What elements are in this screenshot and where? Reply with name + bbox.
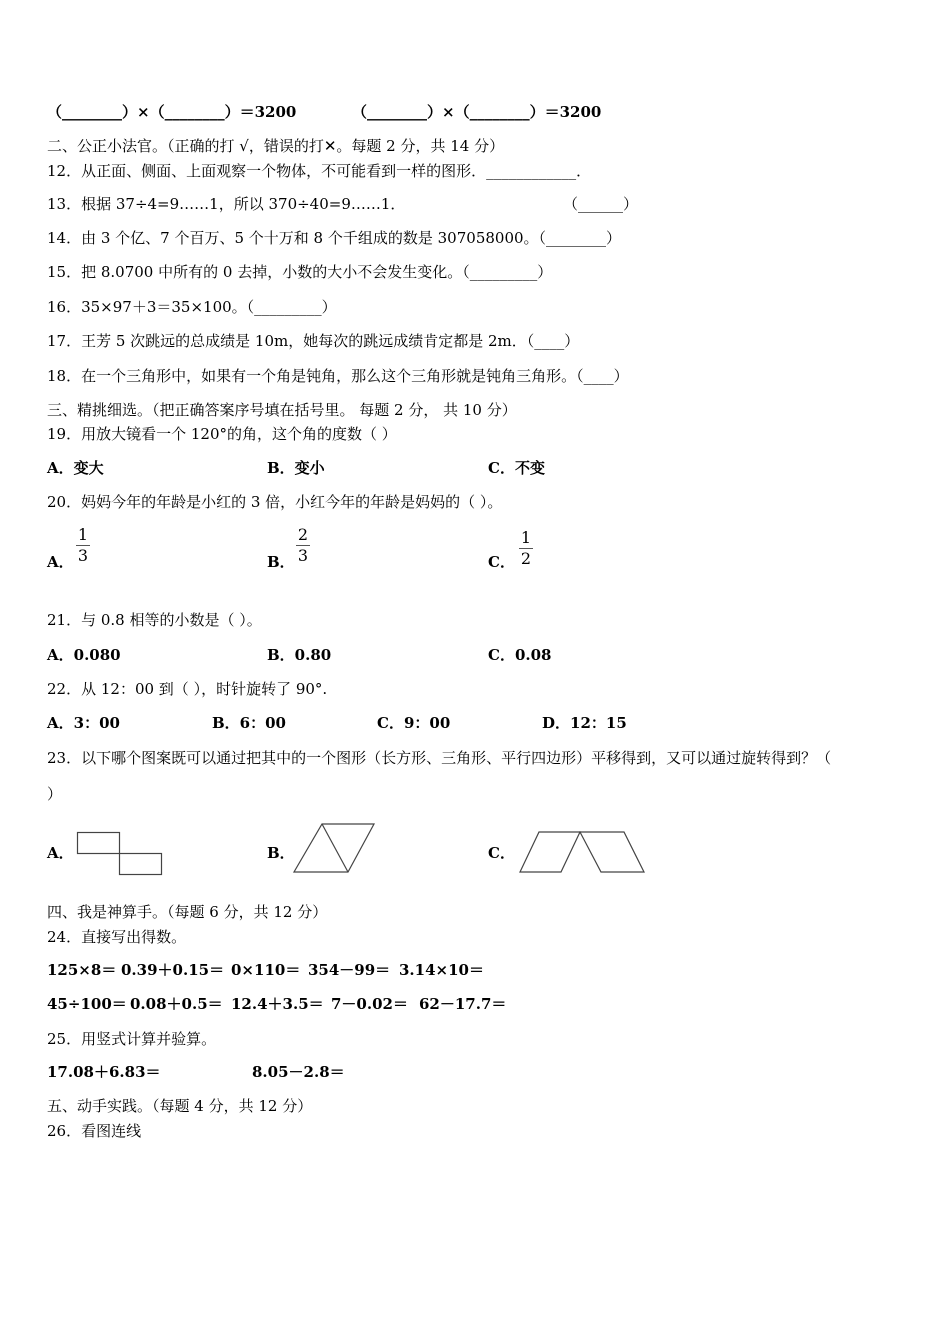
question-14: 14．由 3 个亿、7 个百万、5 个十万和 8 个千组成的数是 307058000。（________） — [47, 229, 622, 247]
vertical-calc-1: 17.08＋6.83＝ — [47, 1063, 161, 1081]
figure-two-triangles — [292, 822, 378, 876]
fraction-c-numerator: 1 — [520, 528, 532, 547]
question-21-option-a: A．0.080 — [47, 646, 121, 664]
calc-row2-1: 45÷100＝ — [47, 995, 127, 1013]
figure-two-parallelograms — [517, 829, 649, 877]
question-18: 18．在一个三角形中，如果有一个角是钝角，那么这个三角形就是钝角三角形。（____） — [47, 367, 629, 385]
question-20-option-b: B． — [267, 553, 295, 571]
question-20-fraction-b — [296, 526, 310, 565]
calc-row2-5: 62－17.7＝ — [419, 995, 507, 1013]
question-23-continuation: ） — [47, 785, 63, 803]
question-19-option-c: C．不变 — [488, 459, 545, 477]
question-13-blank: （______） — [563, 195, 639, 213]
top-blank-equation-right: （________）×（________）＝3200 — [352, 103, 602, 121]
question-23-option-c: C． — [488, 844, 515, 862]
question-12: 12．从正面、侧面、上面观察一个物体，不可能看到一样的图形．____________． — [47, 162, 592, 180]
question-20-fraction-c — [519, 529, 533, 568]
question-24: 24．直接写出得数。 — [47, 928, 187, 946]
figure-two-rectangles — [76, 830, 166, 878]
question-20-option-a: A． — [47, 553, 74, 571]
section-5-heading: 五、动手实践。（每题 4 分，共 12 分） — [47, 1097, 313, 1115]
question-22: 22．从 12：00 到（ ），时针旋转了 90°. — [47, 680, 328, 698]
calc-row1-5: 3.14×10＝ — [399, 961, 484, 979]
question-22-option-a: A．3：00 — [47, 714, 120, 732]
question-22-option-d: D．12：15 — [542, 714, 627, 732]
calc-row2-3: 12.4＋3.5＝ — [231, 995, 324, 1013]
question-20-option-c: C． — [488, 553, 515, 571]
question-21-option-b: B．0.80 — [267, 646, 332, 664]
fraction-b-denominator: 3 — [297, 546, 309, 565]
question-15: 15．把 8.0700 中所有的 0 去掉，小数的大小不会发生变化。（_________） — [47, 263, 553, 281]
fraction-a-numerator: 1 — [77, 525, 89, 544]
question-21: 21．与 0.8 相等的小数是（ ）。 — [47, 611, 262, 629]
section-4-heading: 四、我是神算手。（每题 6 分，共 12 分） — [47, 903, 328, 921]
calc-row2-2: 0.08＋0.5＝ — [130, 995, 223, 1013]
question-23-option-b: B． — [267, 844, 295, 862]
calc-row2-4: 7－0.02＝ — [331, 995, 408, 1013]
calc-row1-2: 0.39＋0.15＝ — [121, 961, 225, 979]
question-23-option-a: A． — [47, 844, 74, 862]
section-3-heading: 三、精挑细选。（把正确答案序号填在括号里。 每题 2 分， 共 10 分） — [47, 401, 517, 419]
question-23: 23．以下哪个图案既可以通过把其中的一个图形（长方形、三角形、平行四边形）平移得到，又可以通过旋转得到？（ — [47, 749, 832, 767]
top-blank-equation-left: （________）×（________）＝3200 — [47, 103, 297, 121]
vertical-calc-2: 8.05－2.8＝ — [252, 1063, 345, 1081]
calc-row1-4: 354－99＝ — [308, 961, 391, 979]
calc-row1-3: 0×110＝ — [231, 961, 301, 979]
question-17: 17．王芳 5 次跳远的总成绩是 10m，她每次的跳远成绩肯定都是 2m．（____） — [47, 332, 580, 350]
fraction-b-numerator: 2 — [297, 525, 309, 544]
question-22-option-c: C．9：00 — [377, 714, 451, 732]
question-13: 13．根据 37÷4=9……1，所以 370÷40=9……1． — [47, 195, 406, 213]
question-20-fraction-a — [76, 526, 90, 565]
question-25: 25．用竖式计算并验算。 — [47, 1030, 217, 1048]
calc-row1-1: 125×8＝ — [47, 961, 117, 979]
section-2-heading: 二、公正小法官。（正确的打 √，错误的打✕。每题 2 分，共 14 分） — [47, 137, 505, 155]
question-21-option-c: C．0.08 — [488, 646, 552, 664]
question-22-option-b: B．6：00 — [212, 714, 286, 732]
question-19: 19．用放大镜看一个 120°的角，这个角的度数（ ） — [47, 425, 397, 443]
question-20: 20．妈妈今年的年龄是小红的 3 倍，小红今年的年龄是妈妈的（ ）。 — [47, 493, 503, 511]
question-26: 26．看图连线 — [47, 1122, 142, 1140]
question-19-option-a: A．变大 — [47, 459, 104, 477]
fraction-a-denominator: 3 — [77, 546, 89, 565]
fraction-c-denominator: 2 — [520, 549, 532, 568]
question-19-option-b: B．变小 — [267, 459, 325, 477]
question-16: 16．35×97＋3＝35×100。（_________） — [47, 298, 337, 316]
